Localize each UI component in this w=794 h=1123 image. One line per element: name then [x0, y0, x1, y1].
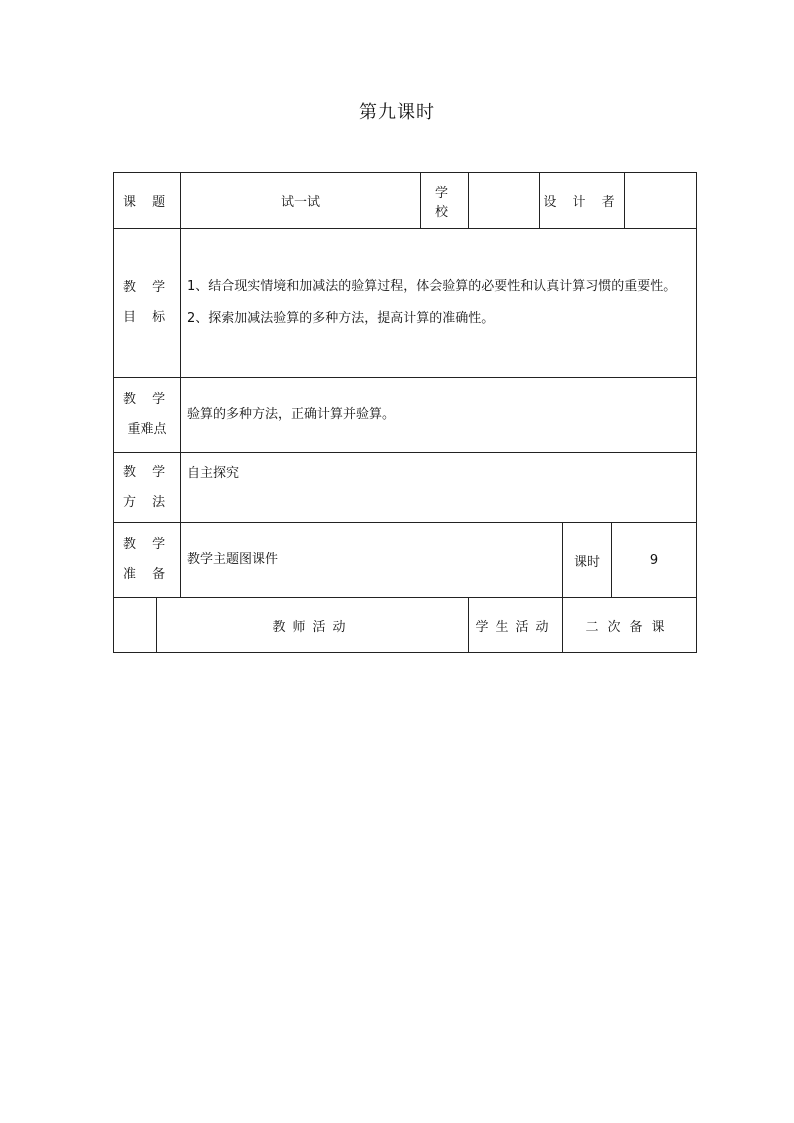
- preparation-label-line2: 准 备: [122, 567, 172, 582]
- hours-value: 9: [612, 523, 697, 598]
- methods-label-line2: 方 法: [122, 494, 172, 510]
- table-row: [114, 523, 697, 598]
- topic-value: 试一试: [181, 173, 421, 229]
- key-points-label-line1: 教 学: [122, 392, 172, 407]
- key-points-label: [114, 378, 181, 453]
- designer-value: [625, 173, 697, 229]
- student-activity-header: 学生活动: [469, 598, 563, 653]
- lesson-plan-table: [113, 172, 697, 653]
- school-value: [469, 173, 540, 229]
- goals-value: [181, 229, 697, 378]
- methods-label-line1: 教 学: [122, 464, 172, 480]
- preparation-value: 教学主题图课件: [181, 523, 563, 598]
- methods-value: 自主探究: [181, 453, 697, 523]
- activities-blank-cell: [114, 598, 157, 653]
- page-title: 第九课时: [359, 102, 435, 123]
- school-label: 学 校: [421, 173, 469, 229]
- topic-label: 课 题: [114, 173, 181, 229]
- methods-label: [114, 453, 181, 523]
- goals-label-line2: 目 标: [122, 310, 172, 325]
- goals-label: [114, 229, 181, 378]
- teacher-activity-header: 教师活动: [157, 598, 469, 653]
- hours-label: 课时: [563, 523, 612, 598]
- key-points-label-line2: 重难点: [127, 422, 167, 437]
- table-row: [114, 453, 697, 523]
- goal-item-2: 2、探索加减法验算的多种方法，提高计算的准确性。: [187, 311, 495, 326]
- secondary-prep-header: 二次备课: [563, 598, 697, 653]
- goals-label-line1: 教 学: [122, 280, 172, 295]
- preparation-label: [114, 523, 181, 598]
- table-row: [114, 229, 697, 378]
- goal-item-1: 1、结合现实情境和加减法的验算过程，体会验算的必要性和认真计算习惯的重要性。: [187, 279, 677, 294]
- table-row: [114, 598, 697, 653]
- designer-label: 设 计 者: [540, 173, 625, 229]
- key-points-value: 验算的多种方法，正确计算并验算。: [181, 378, 697, 453]
- table-row: [114, 378, 697, 453]
- table-row: [114, 173, 697, 229]
- preparation-label-line1: 教 学: [122, 537, 172, 552]
